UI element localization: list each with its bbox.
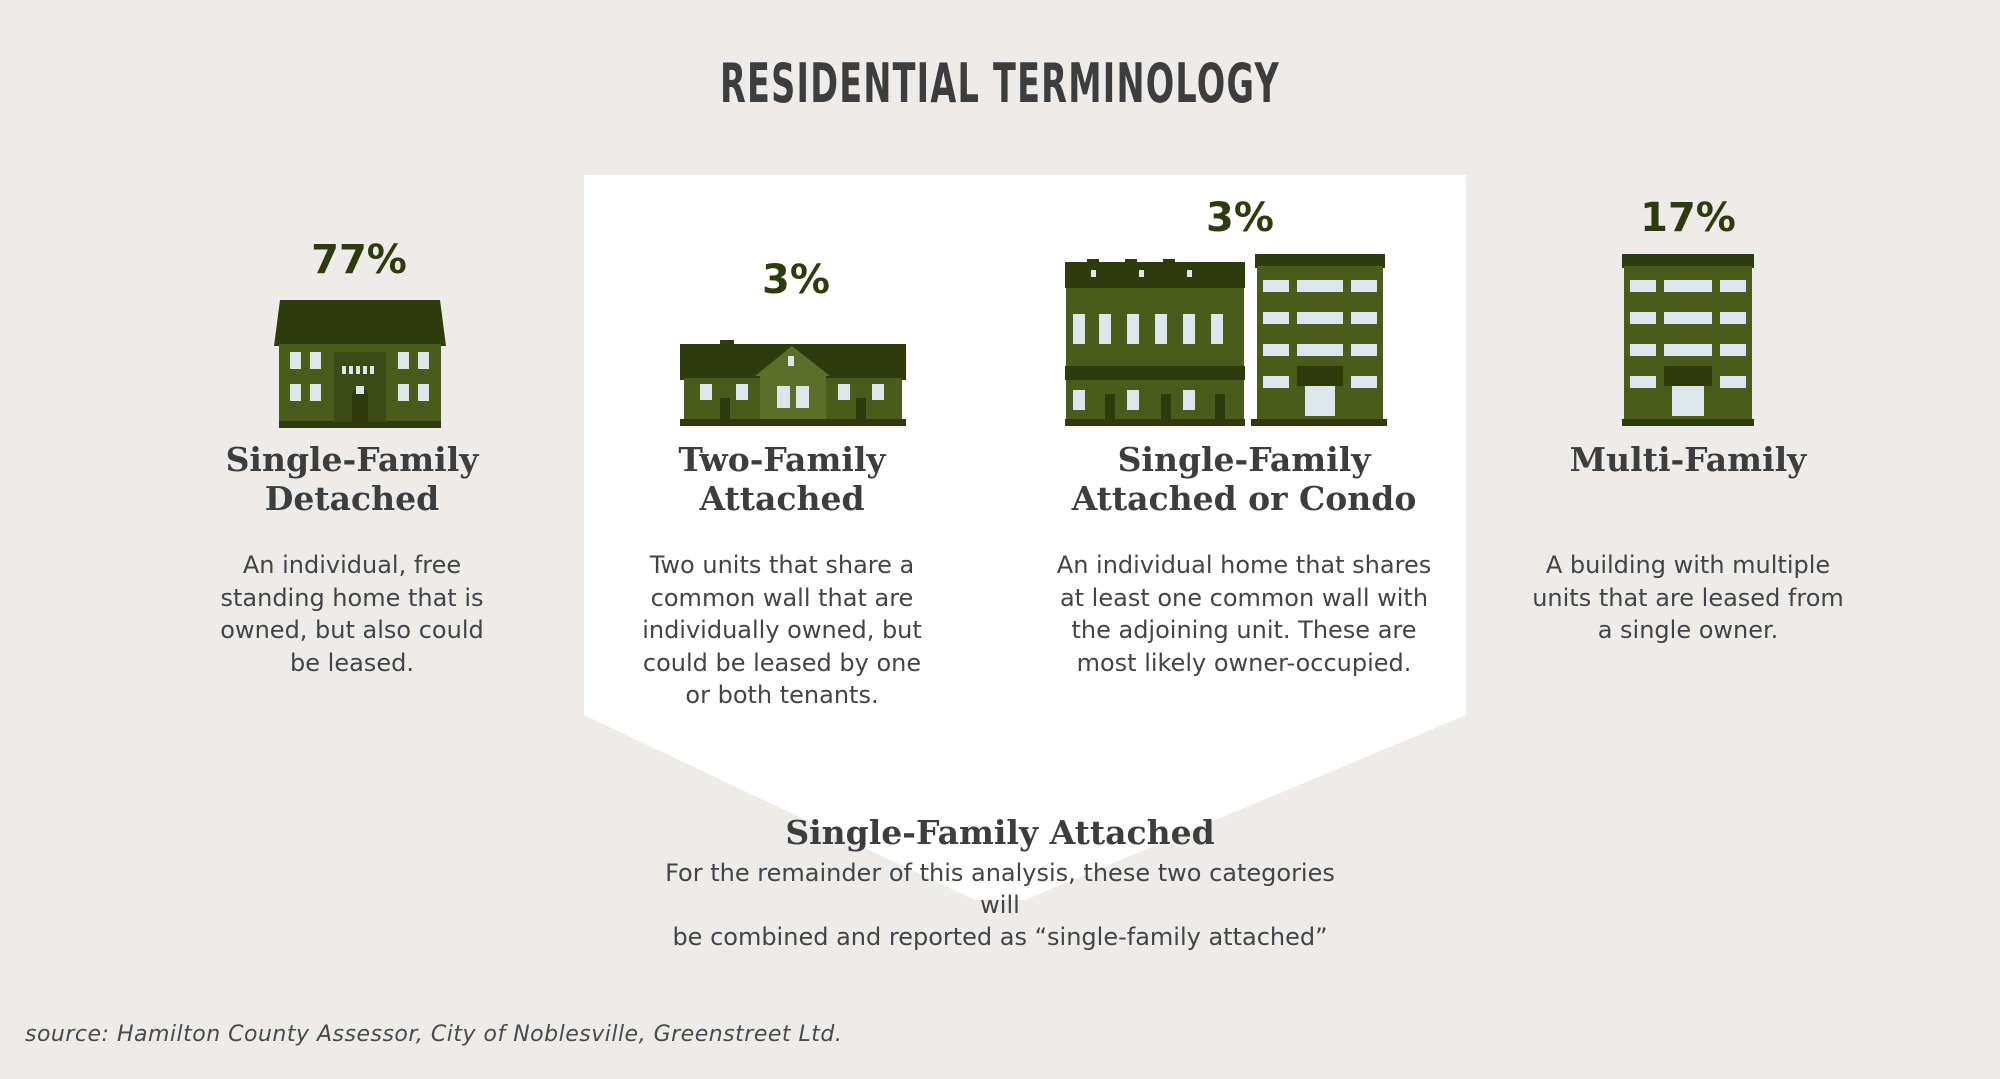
desc-line: standing home that is xyxy=(220,583,484,612)
name-line: Single-Family xyxy=(1117,440,1371,479)
desc-multi-family xyxy=(1532,549,1844,647)
percent-single-family-detached: 77% xyxy=(311,237,407,283)
apartment-icon xyxy=(1622,254,1754,426)
desc-line: An individual home that shares xyxy=(1056,551,1432,579)
desc-line: could be leased by one xyxy=(642,648,922,677)
townhouse-condo-icon xyxy=(1065,254,1387,426)
desc-single-family-attached-condo xyxy=(1057,549,1431,679)
summary-text xyxy=(650,857,1350,953)
name-two-family-attached xyxy=(612,440,952,518)
name-line: Two-Family xyxy=(678,440,886,479)
desc-line: be leased. xyxy=(290,648,414,677)
desc-line: units that are leased from xyxy=(1532,583,1844,612)
desc-line: common wall that are xyxy=(650,583,914,612)
name-line: Multi-Family xyxy=(1569,440,1807,479)
name-single-family-detached xyxy=(182,440,522,518)
name-single-family-attached-condo xyxy=(1054,440,1434,518)
desc-line: the adjoining unit. These are xyxy=(1071,616,1417,644)
name-line: Detached xyxy=(264,479,440,518)
summary-title: Single-Family Attached xyxy=(785,813,1215,852)
desc-line: Two units that share a xyxy=(649,551,915,579)
percent-multi-family: 17% xyxy=(1640,195,1736,241)
desc-line: owned, but also could xyxy=(220,616,484,644)
duplex-icon xyxy=(680,340,906,426)
name-multi-family xyxy=(1518,440,1858,479)
percent-single-family-attached-condo: 3% xyxy=(1206,195,1274,241)
desc-line: An individual, free xyxy=(242,551,462,579)
source-note: source: Hamilton County Assessor, City of Noblesville, Greenstreet Ltd. xyxy=(25,1022,843,1047)
summary-line: For the remainder of this analysis, these two categories will xyxy=(665,859,1335,919)
desc-two-family-attached xyxy=(642,549,922,712)
name-line: Single-Family xyxy=(225,440,479,479)
summary-line: be combined and reported as “single-family attached” xyxy=(672,923,1328,951)
percent-two-family-attached: 3% xyxy=(762,257,830,303)
page-title: RESIDENTIAL TERMINOLOGY xyxy=(720,52,1280,115)
desc-line: a single owner. xyxy=(1597,616,1779,644)
desc-line: at least one common wall with xyxy=(1059,583,1429,612)
desc-line: or both tenants. xyxy=(685,681,879,709)
name-line: Attached or Condo xyxy=(1071,479,1417,518)
name-line: Attached xyxy=(699,479,865,518)
desc-line: A building with multiple xyxy=(1545,551,1831,579)
desc-line: most likely owner-occupied. xyxy=(1076,648,1412,677)
desc-single-family-detached xyxy=(220,549,483,679)
house-icon xyxy=(274,300,446,428)
desc-line: individually owned, but xyxy=(642,616,922,644)
